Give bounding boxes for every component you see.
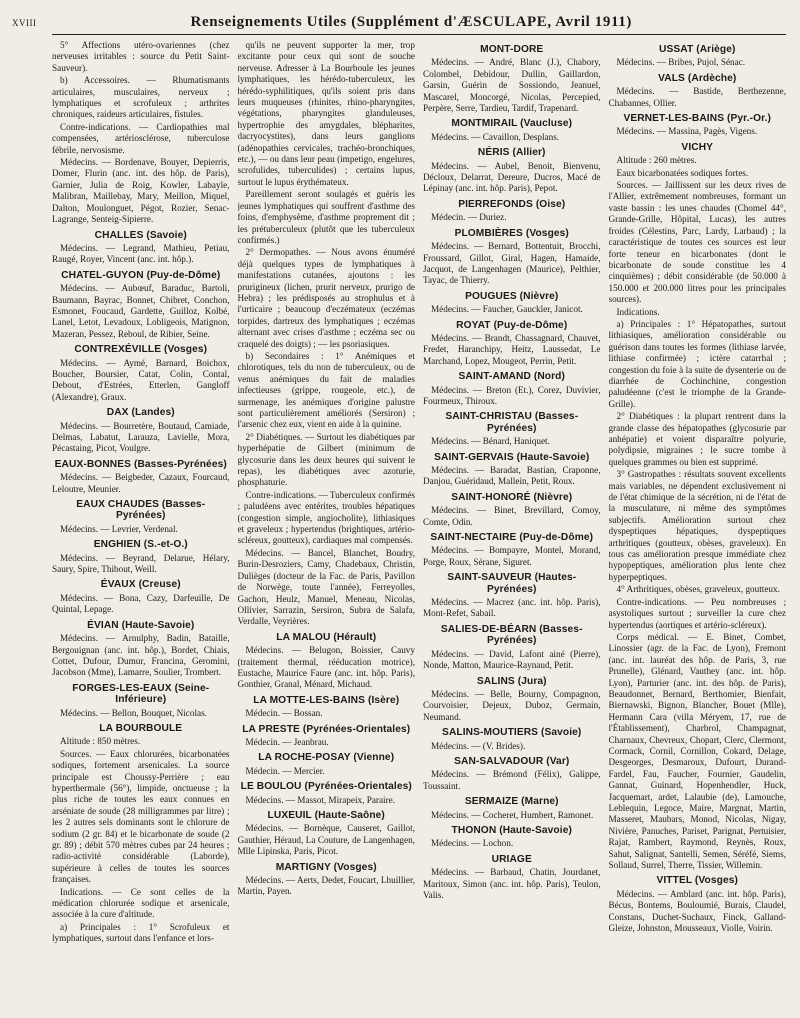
station-heading: SAINT-SAUVEUR (Hautes-Pyrénées) <box>447 572 577 595</box>
station-heading: DAX (Landes) <box>106 407 175 419</box>
station-entry: Médecins. — Breton (Et.), Corez, Duvivier, Fourmeux, Thiroux. <box>423 384 601 406</box>
station-entry: Altitude : 850 mètres. <box>60 736 141 747</box>
text-paragraph: 2° Dermopathes. — Nous avons énuméré déjà quelques types de lymphatiques à manifestations cutanées, ajoutons : les prurigineux (lichen, prurit nerveux, prurigo de Hebra) ; les prédisposés au strophulus et à l'urticaire ; beaucoup d'eczémateux (eczémas torpides, dartreux des lymphatiques ; eczémas alternant avec crises d'asthme ; eczéma sec ou craquelé des doigts) ; — les psoriasiques. <box>237 247 415 349</box>
text-paragraph: b) Secondaires : 1° Anémiques et chlorotiques, tels du non de tuberculeux, ou de venus anémiques du fait de maladies infectieuses (grippe, rougeole, etc.), de surmenage, les anémiques d'origine palustre sont particulièrement améliorés (Sersiron) ; l'arsenic chez eux, vient en aide à la quinine. <box>237 350 415 430</box>
station-heading: ROYAT (Puy-de-Dôme) <box>456 319 568 331</box>
column-2 <box>238 40 416 946</box>
station-entry: Médecins. — Bernard, Bottentuit, Brocchi, Froussard, Gillot, Giral, Hagen, Hamaide, Jacquot, de Langenhagen (Maurice), Pelthier, Tayac, de Thierry. <box>423 241 601 286</box>
station-heading: SALIES-DE-BÉARN (Basses-Pyrénées) <box>440 623 583 647</box>
text-paragraph: Eaux bicarbonatées sodiques fortes. <box>616 167 749 178</box>
station-entry: Médecins. — Macrez (anc. int. hôp. Paris), Mont-Refet, Sabail. <box>423 597 601 619</box>
station-heading: POUGUES (Nièvre) <box>465 290 559 302</box>
station-heading: NÉRIS (Allier) <box>477 147 546 159</box>
station-entry: Médecins. — Bellon, Bouquet, Nicolas. <box>60 707 207 718</box>
page-header <box>12 14 786 35</box>
column-1 <box>52 40 230 946</box>
column-4 <box>609 40 787 946</box>
station-entry: Médecins. — Bribes, Pujol, Sénac. <box>616 57 746 68</box>
station-heading: FORGES-LES-EAUX (Seine-Inférieure) <box>72 682 210 706</box>
station-heading: LA PRESTE (Pyrénées-Orientales) <box>242 723 411 735</box>
text-paragraph: 2° Diabétiques : la plupart rentrent dans la grande classe des hépatopathes (glycosurie par anhépatie) et voient disparaître polyurie, polydipsie, migraines ; le sucre tombe à quelques grammes ou bien est supprimé. <box>608 411 786 467</box>
text-paragraph: a) Principales : 1° Scrofuleux et lymphatiques, surtout dans l'enfance et lors- <box>52 921 230 944</box>
text-paragraph: Corps médical. — E. Binet, Combet, Linossier (agr. de la Fac. de Lyon), Fremont (anc. int. lauréat des hôp. de Paris, 3, rue Prunelle), Glénard, Vauthey (anc. int. hôp. Lyon), Parturier (anc. int. des hôp. de Paris), Beaudonnet, Bernard, Berthomier, Bienfait, Biernawski, Bignon, Blancher, Bouet (Mlle), Hermann Cara (villa Méryem, 17, rue de l'Établissement), Charbrol, Champagnat, Charnaux, Chevreux, Chopart, Clerc, Clermont, Cormack, Cornil, Cornillon, Cokard, Delage, Desgeorges, Desmaroux, Dufourt, Durand-Fardel, Fau, Faucher, Fournier, Gaudelin, Gannat, Guinard, Hopenhendler, Huck, Jacquemart, ardet, Lalaubie (de), Lamouche, Leblequin, Legoce, Maire, Margnat, Martin, Masseret, Maubars, Monod, Nicolas, Nigay, Nivière, Panuches, Pariset, Parignat, Pertuisier, Rajat, Rambert, Raymond, Reynès, Roux, Sahut, Salignat, Santelli, Semen, Séréfé, Siems, Sollaud, Surrel, Therre, Tissier, Willemin. <box>608 631 786 871</box>
station-entry: Médecins. — Belugon, Boissier, Cauvy (traitement thermal, rééducation motrice), Eustache, Maurice Faure (anc. int. hôp. Paris), Gonthier, Granal, Ménard, Michaud. <box>237 645 415 690</box>
station-heading: LA BOURBOULE <box>99 722 183 734</box>
station-entry: Médecin. — Duriez. <box>431 212 507 223</box>
station-heading: LA MALOU (Hérault) <box>276 631 377 643</box>
station-heading: EAUX CHAUDES (Basses-Pyrénées) <box>76 499 206 522</box>
station-heading: USSAT (Ariège) <box>659 44 736 55</box>
station-heading: THONON (Haute-Savoie) <box>451 824 572 836</box>
station-heading: SAINT-CHRISTAU (Basses-Pyrénées) <box>445 411 579 434</box>
station-heading: SAINT-AMAND (Nord) <box>458 371 565 383</box>
station-heading: MARTIGNY (Vosges) <box>275 861 377 873</box>
station-heading: ÉVIAN (Haute-Savoie) <box>87 619 195 631</box>
station-entry: Médecins. — Arnulphy, Badin, Bataille, Bergouignan (anc. int. hôp.), Bordet, Chiais, Cottet, Dufour, Dumur, Francina, Geromini, Jacobson (Mme), Lamarre, Soulier, Trombert. <box>52 633 230 678</box>
station-entry: Médecins. — Beigbeder, Cazaux, Fourcaud, Leloutre, Meunier. <box>52 472 230 494</box>
station-heading: SERMAIZE (Marne) <box>464 796 559 808</box>
text-paragraph: Médecins. — Bancel, Blanchet, Boudry, Burin-Desroziers, Camy, Chadebaux, Christin, Dulièges (docteur de la Fac. de Paris, Pavillon de Norwège, toute l'année), Ferreyolles, Gachon, Heulz, Manuel, Meneau, Nicolas, Ollivier, Sarrazin, Sersiron, Subra de Salafa, Verdalle, Veyrières. <box>237 547 415 627</box>
station-entry: Médecins. — Cavaillon, Desplans. <box>431 131 560 142</box>
station-entry: Médecins. — Massina, Pagès, Vigens. <box>616 126 758 137</box>
station-entry: Médecins. — André, Blanc (J.), Chabory, Colombel, Debidour, Dullin, Gaillardon, Garsin, Guérin de Sossiondo, Jeanuel, Mascarel, Moncorgé, Nicolas, Percepied, Perpère, Serre, Tardieu, Tardif, Trapenard. <box>423 57 601 114</box>
station-entry: Médecin. — Mercier. <box>245 765 325 776</box>
running-title: Renseignements Utiles (Supplément d'ÆSCULAPE, Avril 1911) <box>190 14 632 30</box>
station-entry: Médecins. — Brémond (Félix), Galippe, Toussaint. <box>423 769 601 791</box>
station-entry: Médecins. — Aubœuf, Baraduc, Bartoli, Baumann, Bayrac, Bonnet, Chibret, Conchon, Esmonet, Foucaud, Gardette, Guilloz, Kolbé, Lanel, Letot, Levadoux, Lobligeois, Matignon, Mazeran, Pessez, Reboul, de Ribier, Seine. <box>52 283 230 339</box>
station-heading: VALS (Ardèche) <box>658 72 737 84</box>
station-heading: SAINT-GERVAIS (Haute-Savoie) <box>434 451 590 463</box>
station-entry: Médecins. — Brandt, Chassagnard, Chauvet, Fredet, Haranchipy, Heitz, Laussedat, Le Marchand, Lopez, Mougeot, Perrin, Petit. <box>423 332 601 366</box>
station-heading: ÉVAUX (Creuse) <box>100 579 181 591</box>
station-heading: LE BOULOU (Pyrénées-Orientales) <box>240 781 412 793</box>
station-entry: Médecins. — Faucher, Gauckler, Janicot. <box>431 304 583 315</box>
text-paragraph: 4° Arthritiques, obèses, graveleux, goutteux. <box>616 584 780 595</box>
station-heading: URIAGE <box>491 853 532 865</box>
station-heading: CONTREXÉVILLE (Vosges) <box>74 344 208 356</box>
station-entry: Médecins. — David, Lafont ainé (Pierre), Nonde, Matton, Maurice-Raynaud, Petit. <box>423 648 601 671</box>
station-entry: Médecins. — Bornèque, Causeret, Gaillot, Gauthier, Héraud, La Couture, de Langenhagen, Mlle Lipinska, Paris, Picot. <box>237 823 415 857</box>
station-heading: SALINS-MOUTIERS (Savoie) <box>442 727 582 739</box>
station-entry: Médecins. — Beyrand, Delarue, Hélary, Saury, Spire, Thibout, Weill. <box>52 552 230 575</box>
station-entry: Médecins. — Bompayre, Montel, Morand, Porge, Roux, Sérane, Siguret. <box>423 545 601 567</box>
text-paragraph: a) Principales : 1° Hépatopathes, surtout lithiasiques, amélioration considérable ou guérison dans toutes les formes (lithiase larvée, lithiase confirmée) ; ictère catarrhal ; congestion du foie à la suite de dysenterie ou de diarrhée de Cochinchine, congestion paludéenne (c'est le triomphe de la Grande-Grille). <box>608 318 786 409</box>
station-heading: LA ROCHE-POSAY (Vienne) <box>258 752 395 764</box>
text-paragraph: 5° Affections utéro-ovariennes (chez nerveuses irritables : source du Petit Saint-Sauveur). <box>52 40 230 73</box>
station-entry: Médecins. — Bona, Cazy, Darfeuille, De Quintal, Lepage. <box>52 592 230 615</box>
station-entry: Médecins. — Legrand, Mathieu, Petiau, Raugé, Royer, Vincent (anc. int. hôp.). <box>52 242 230 265</box>
text-paragraph: Sources. — Eaux chlorurées, bicarbonatées sodiques, fortement arsenicales. La source principale est Choussy-Perrière ; eau hyperthermale (56°), limpide, onctueuse ; la plus riche de toutes les eaux connues en arséniate de soude (28 milligrammes par litre) ; les 2 autres sels dominants sont le chlorure de sodium (2 gr. 84) et le bicarbonate de soude (2 gr. 89) ; débit 570 mètres cubes par 24 heures ; radio-activité considérable (Laborde), supérieure à celles de toutes les sources françaises. <box>52 748 230 885</box>
station-heading: VERNET-LES-BAINS (Pyr.-Or.) <box>623 113 772 125</box>
text-paragraph: Indications. — Ce sont celles de la médication chlorurée sodique et arsenicale, associée à la cure d'altitude. <box>52 886 230 920</box>
station-entry: Médecins. — Lochon. <box>431 838 514 849</box>
station-heading: PLOMBIÈRES (Vosges) <box>454 227 569 239</box>
station-entry: Médecins. — Baradat, Bastian, Craponne, Danjou, Guéridaud, Mallein, Petit, Roux. <box>423 465 601 487</box>
text-paragraph: Indications. <box>616 306 660 317</box>
station-entry: Médecins. — Amblard (anc. int. hôp. Paris), Bécus, Bontems, Bouloumié, Burais, Claudel, Constans, Duchet-Suchaux, Finck, Galland-Gleize, Johnston, Mousseaux, Violle, Voirin. <box>608 888 786 934</box>
station-heading: MONT-DORE <box>480 44 544 55</box>
station-heading: SAN-SALVADOUR (Var) <box>454 755 570 767</box>
station-heading: LUXEUIL (Haute-Saône) <box>267 810 385 821</box>
text-paragraph: Sources. — Jaillissent sur les deux rives de l'Allier, extrêmement nombreuses, formant un vaste bassin : les unes chaudes (Chomel 44°, Grande-Grille, Hôpital, Lucas), les autres froides (Célestins, Parc, Lardy, Larbaud) ; la caractéristique de toutes ces sources est leur forte teneur en bicarbonates (dont le bicarbonate de soude constitue les 4 cinquièmes) ; débit considérable (de 50.000 à 150.000 et 200.000 litres pour les principales sources). <box>608 180 786 305</box>
station-heading: CHATEL-GUYON (Puy-de-Dôme) <box>61 269 221 281</box>
station-heading: MONTMIRAIL (Vaucluse) <box>451 118 573 130</box>
column-3 <box>423 40 601 946</box>
station-entry: Médecin. — Jeanbrau. <box>245 736 329 747</box>
station-heading: ENGHIEN (S.-et-O.) <box>93 539 188 551</box>
station-heading: CHALLES (Savoie) <box>94 229 187 241</box>
station-entry: Médecins. — Aubel, Benoit, Bienvenu, Décloux, Delarrat, Dereure, Ducros, Macé de Lépinay (anc. int. hôp. Paris), Pepot. <box>423 160 601 194</box>
station-entry: Médecins. — Bastide, Berthezenne, Chabannes, Ollier. <box>608 86 786 108</box>
station-entry: Médecins. — Aymé, Barnard, Boichox, Boucher, Boursier, Catat, Colin, Contal, Debout, d'Estrées, Etterlen, Gangloff (Alexandre), Graux. <box>52 357 230 402</box>
station-heading: VICHY <box>681 141 714 153</box>
station-entry: Médecin. — Bossan. <box>245 708 323 719</box>
columns <box>52 40 786 946</box>
station-entry: Médecins. — Belle, Bourny, Compagnon, Courvoisier, Dejeux, Duboz, Germain, Neumand. <box>423 688 601 722</box>
station-heading: EAUX-BONNES (Basses-Pyrénées) <box>54 458 227 470</box>
station-entry: Médecins. — Binet, Brevillard, Comoy, Comte, Odin. <box>423 505 601 527</box>
station-heading: LA MOTTE-LES-BAINS (Isère) <box>253 694 400 706</box>
text-paragraph: 2° Diabétiques. — Surtout les diabétiques par hyperhépatie de Gilbert (minimum de glycosurie dans les deux heures qui suivent le repas), les diabétiques avec azoturie, phosphaturie. <box>237 431 415 488</box>
station-heading: VITTEL (Vosges) <box>656 875 738 887</box>
text-paragraph: b) Accessoires. — Rhumatismants articulaires, musculaires, nerveux ; lymphatiques et scrofuleux ; arthrites chroniques, raideurs articulaires, fistules. <box>52 75 230 120</box>
station-entry: Médecins. — Barbaud, Chatin, Jourdanet, Maritoux, Simon (anc. int. hôp. Paris), Teulon, Valis. <box>423 867 601 900</box>
station-entry: Médecins. — (V. Brides). <box>431 740 526 751</box>
text-paragraph: Contre-indications. — Peu nombreuses ; asystoliques surtout ; surveiller la cure chez hypertendus (aortiques et artério-scléreux). <box>608 596 786 630</box>
station-entry: Altitude : 260 mètres. <box>616 155 697 166</box>
station-entry: Médecins. — Aerts, Dedet, Foucart, Lhuillier, Martin, Payen. <box>237 875 415 897</box>
station-heading: PIERREFONDS (Oise) <box>458 198 566 210</box>
text-paragraph: 3° Gastropathes : résultats souvent excellents mais variables, ne dépendent exclusivement ni de l'état chimique de la sécrétion, ni de l'état de la musculature, ni même des symptômes subjectifs. Amélioration surtout chez dyspeptiques hépatiques, dyspeptiques arthritiques (goutteux, obèses, graveleux). En tous cas amélioration presque immédiate chez hypopeptiques, amélioration plus lente chez hyperpeptiques. <box>608 469 786 582</box>
station-entry: Médecins. — Levrier, Verdenal. <box>60 523 178 534</box>
text-paragraph: Pareillement seront soulagés et guéris les jeunes lymphatiques qui souffrent d'asthme des foins, d'emphysème, d'asthme proprement dit ; les prétuberculeux (plutôt que les tuberculeux confirmés.) <box>237 189 415 245</box>
text-paragraph: Contre-indications. — Tuberculeux confirmés ; paludéens avec entérites, troubles hépatiques (congestion simple, angiocholite), lithiasiques et graveleux ; hypertendus (brightiques, artério-scléreux, goutteux), cardiaques mal compensés. <box>237 489 415 546</box>
text-paragraph: Contre-indications. — Cardiopathies mal compensées, artériosclérose, tuberculose fébrile, nervosisme. <box>52 121 230 155</box>
station-heading: SAINT-HONORÉ (Nièvre) <box>451 491 573 503</box>
text-paragraph: qu'ils ne peuvent supporter la mer, trop excitante pour ceux qui sont de souche nerveuse. Adresser à La Bourboule les jeunes lymphatiques, les hérédo-tuberculeux, les hérédo-syphilitiques, qu'ils soient pris dans leurs muqueuses (rhinites, rhino-pharyngites, végétations, pharyngites glanduleuses, hypertrophie des amygdales, blépharites, dacryocystites), dans leurs ganglions (adénopathies cervicales, trachéo-bronchiques, etc.), — ou dans leur peau (impetigo, engelures, scrofulides, tuberculides) ; certains lupus, surtout le lupus érythémateux. <box>237 40 415 187</box>
station-entry: Médecins. — Bourretère, Boutaud, Camiade, Delmas, Labatut, Larauza, Lavielle, Mora, Pécastaing, Picot, Voulgre. <box>52 420 230 454</box>
text-paragraph: Médecins. — Bordenave, Bouyer, Depierris, Domer, Flurin (anc. int. des hôp. de Paris), Garnier, Julia de Roig, Kowler, Labayle, Malibran, Maillebay, Mary, Meillon, Miquel, Dalton, Moulonguet, Pégot, Rozier, Senac-Lagrange, Senteig-Sipierre. <box>52 157 230 225</box>
page-folio: XVIII <box>12 18 37 28</box>
station-entry: Médecins. — Cocheret, Humbert, Ramonet. <box>431 809 594 820</box>
station-entry: Médecins. — Massot, Mirapeix, Paraire. <box>245 794 396 805</box>
station-heading: SALINS (Jura) <box>476 675 547 687</box>
station-heading: SAINT-NECTAIRE (Puy-de-Dôme) <box>430 532 594 544</box>
station-entry: Médecins. — Bénard, Haniquet. <box>431 436 550 447</box>
